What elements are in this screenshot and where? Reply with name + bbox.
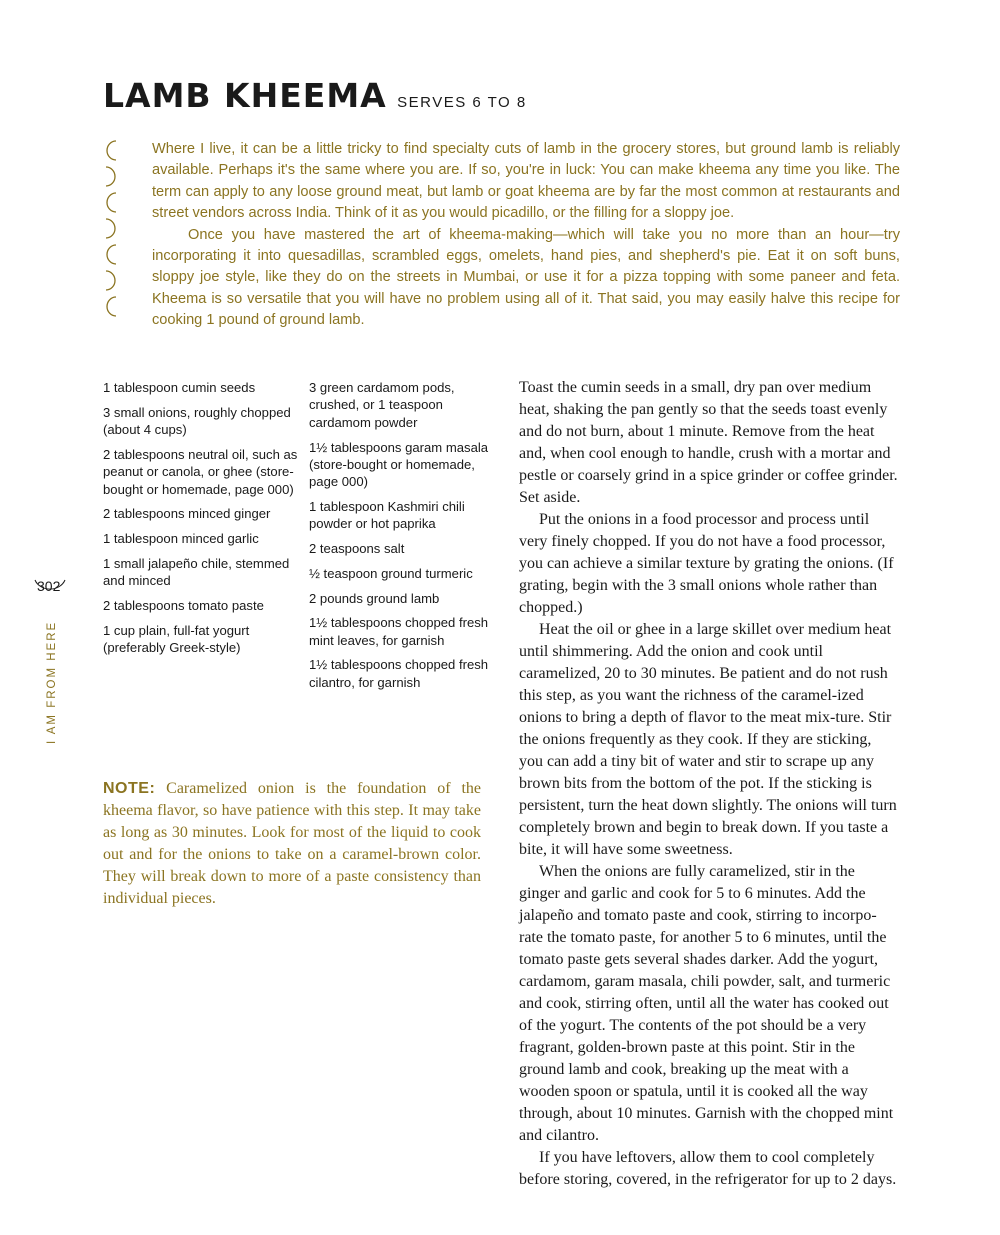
- method-paragraph: Put the onions in a food processor and process until very finely chopped. If you do not have a food processor, you can achieve a similar texture by grating the onions. (If grating, begin with the 3 small onions whole rather than chopped.): [519, 511, 894, 616]
- ingredient-item: 1 cup plain, full-fat yogurt (preferably Greek-style): [103, 622, 250, 655]
- ingredient-item: 2 teaspoons salt: [309, 541, 405, 557]
- ingredient-item: 1 tablespoon cumin seeds: [103, 380, 256, 395]
- ingredient-item: 1 tablespoon Kashmiri chili powder or hot paprika: [309, 499, 465, 532]
- right-arc-icon: [101, 217, 121, 240]
- ingredient-item: 2 tablespoons neutral oil, such as peanut or canola, or ghee (store-bought or homemade, page 000): [103, 446, 298, 497]
- recipe-title: LAMB KHEEMA: [103, 76, 387, 115]
- ingredient-item: 1½ tablespoons chopped fresh mint leaves, for garnish: [309, 615, 489, 648]
- ingredient-item: 2 tablespoons tomato paste: [103, 597, 264, 613]
- method-paragraph: Toast the cumin seeds in a small, dry pan over medium heat, shaking the pan gently so that the seeds toast evenly and do not burn, about 1 minute. Remove from the heat and, when cool enough to handle, crush with a mortar and pestle or coarsely grind in a spice grinder or coffee grinder. Set aside.: [519, 379, 898, 506]
- method-text: [519, 377, 899, 1191]
- right-arc-icon: [101, 165, 121, 188]
- right-arc-icon: [101, 269, 121, 292]
- note-text: Caramelized onion is the foundation of the kheema flavor, so have patience with this step. It may take as long as 30 minutes. Look for most of the liquid to cook out and for the onions to take on a caramel-brown color. They will break down to more of a paste consistency than individual pieces.: [103, 780, 481, 907]
- serves-label: SERVES 6 TO 8: [397, 94, 527, 111]
- method-paragraph: If you have leftovers, allow them to cool completely before storing, covered, in the refrigerator for up to 2 days.: [519, 1149, 897, 1188]
- recipe-title-row: [103, 76, 527, 115]
- ingredient-item: 3 green cardamom pods, crushed, or 1 teaspoon cardamom powder: [309, 380, 455, 430]
- ingredient-item: 2 pounds ground lamb: [309, 590, 440, 606]
- intro-paragraph: Where I live, it can be a little tricky to find specialty cuts of lamb in the grocery stores, but ground lamb is reliably available. Perhaps it's the same where you are. If so, you're in luck: You can make kheema any time you like. The term can apply to any loose ground meat, but lamb or goat kheema are by far the most common at restaurants and street vendors across India. Think of it as you would picadillo, or the filling for a sloppy joe.: [152, 141, 900, 222]
- ingredient-item: 1 tablespoon minced garlic: [103, 531, 259, 547]
- ingredient-item: ½ teaspoon ground turmeric: [309, 565, 473, 581]
- method-paragraph: Heat the oil or ghee in a large skillet over medium heat until shimmering. Add the onion and cook until caramelized, 20 to 30 minutes. Be patient and do not rush this step, as you want the richness of the caramel-ized onions to bring a depth of flavor to the meat mix-ture. Stir the onions frequently as they cook. If they are sticking, you can add a tiny bit of water and stir to scrape up any brown bits from the bottom of the pot. If the sticking is persistent, turn the heat down slightly. The onions will turn completely brown and begin to break down. If you taste a bite, it will have some sweetness.: [519, 621, 897, 858]
- left-arc-icon: [101, 191, 121, 214]
- ingredient-item: 1½ tablespoons garam masala (store-bought or homemade, page 000): [309, 439, 489, 490]
- left-arc-icon: [101, 295, 121, 318]
- note-label: NOTE:: [103, 780, 156, 797]
- section-running-head: I AM FROM HERE: [46, 620, 58, 744]
- intro-paragraph: Once you have mastered the art of kheema-making—which will take you no more than an hour—try incorporating it into quesadillas, scrambled eggs, omelets, hand pies, and shepherd's pie. Eat it on soft buns, sloppy joe style, like they do on the streets in Mumbai, or use it for a pizza topping with some paneer and feta. Kheema is so versatile that you will have no problem using all of it. That said, you may easily halve this recipe for cooking 1 pound of ground lamb.: [152, 226, 900, 329]
- ingredient-item: 2 tablespoons minced ginger: [103, 506, 271, 522]
- ingredient-item: 3 small onions, roughly chopped (about 4 cups): [103, 404, 291, 438]
- note-box: [103, 778, 481, 910]
- method-paragraph: When the onions are fully caramelized, stir in the ginger and garlic and cook for 5 to 6 minutes. Add the jalapeño and tomato paste and cook, stirring to incorpo-rate the tomato paste, for another 5 to 6 minutes, until the tomato paste gets several shades darker. Add the yogurt, cardamom, garam masala, chili powder, salt, and turmeric and cook, stirring often, until all the water has cooked out of the yogurt. The contents of the pot should be a very fragrant, golden-brown paste at this point. Stir in the ground lamb and cook, breaking up the meat with a wooden spoon or spatula, until it is cooked all the way through, about 10 minutes. Garnish with the chopped mint and cilantro.: [519, 863, 894, 1144]
- decorative-arc-marks: [101, 139, 123, 321]
- ingredient-item: 1 small jalapeño chile, stemmed and minced: [103, 555, 290, 589]
- left-arc-icon: [101, 243, 121, 266]
- ingredients-column-2: [309, 379, 505, 698]
- intro-text: [152, 139, 900, 332]
- left-arc-icon: [101, 139, 121, 162]
- page-number: 302: [37, 578, 61, 594]
- ingredients-column-1: [103, 379, 299, 664]
- ingredient-item: 1½ tablespoons chopped fresh cilantro, for garnish: [309, 657, 489, 690]
